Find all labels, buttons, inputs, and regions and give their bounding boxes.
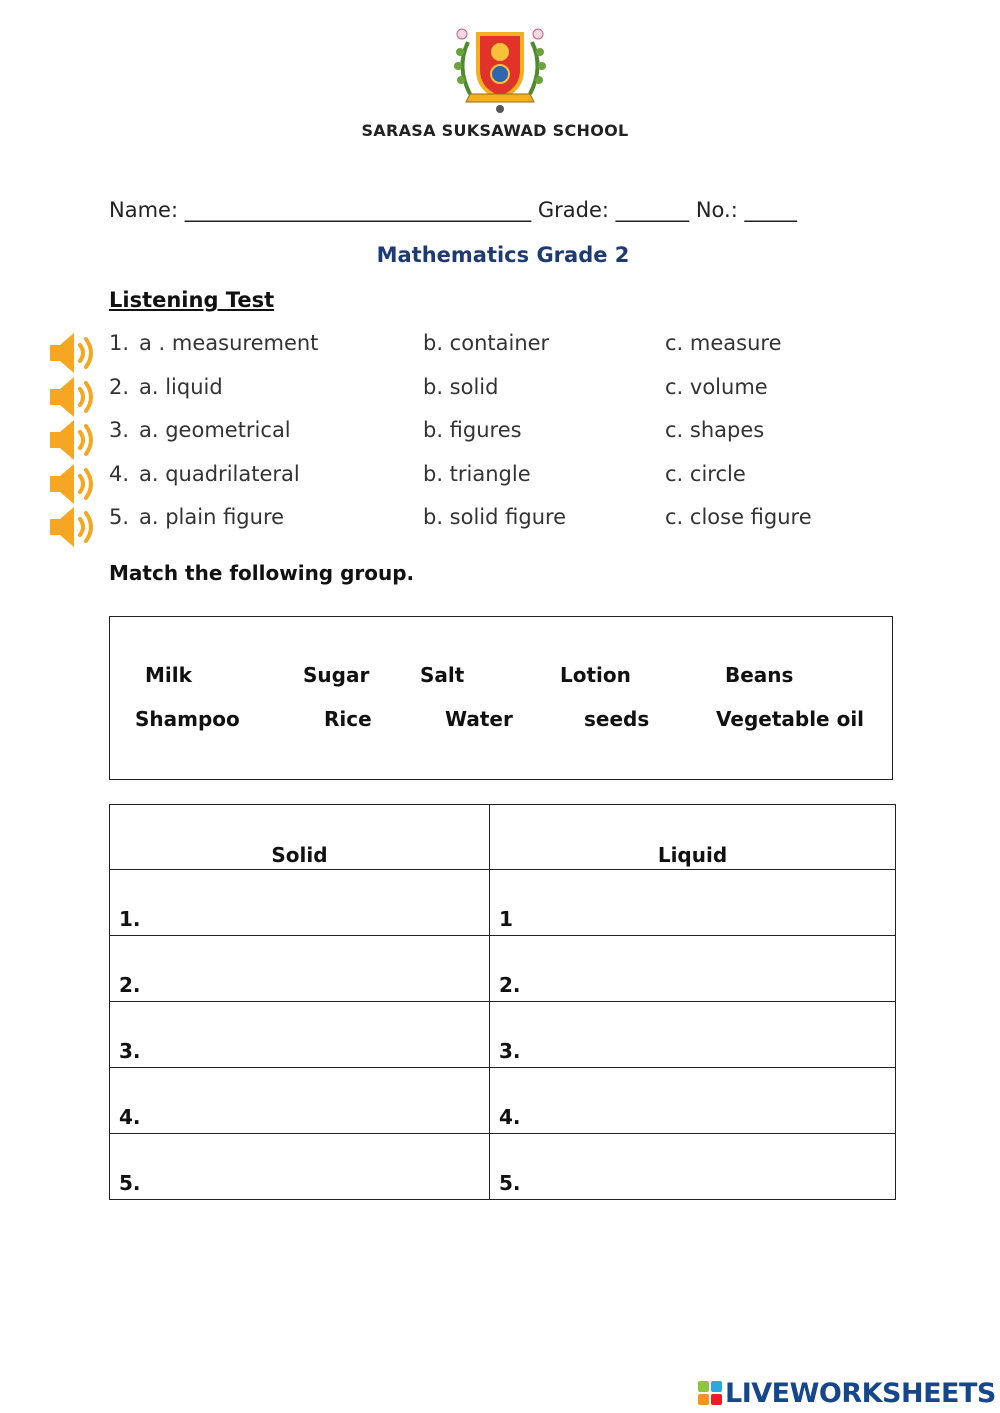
listening-question-row: [0, 462, 1000, 506]
liveworksheets-brand: [698, 1376, 996, 1410]
listening-question-row: [0, 505, 1000, 549]
school-crest-logo: [448, 22, 552, 114]
listening-question-row: [0, 375, 1000, 419]
listening-test-heading: Listening Test: [109, 288, 275, 312]
question-number: 3.: [109, 418, 130, 442]
match-instruction: Match the following group.: [109, 561, 415, 585]
option-b[interactable]: b. solid figure: [423, 505, 567, 529]
liveworksheets-logo-icon: [698, 1381, 722, 1405]
option-c[interactable]: c. measure: [665, 331, 782, 355]
option-c[interactable]: c. circle: [665, 461, 746, 486]
word-bank-item[interactable]: seeds: [584, 707, 650, 731]
word-bank-item[interactable]: Shampoo: [135, 707, 240, 731]
option-c[interactable]: c. close figure: [665, 505, 812, 529]
liquid-answer-cell[interactable]: 3.: [490, 1002, 896, 1068]
question-number: 2.: [109, 374, 130, 399]
liquid-answer-cell[interactable]: 4.: [490, 1068, 896, 1134]
question-number: 4.: [109, 461, 130, 486]
liquid-column-header: Liquid: [490, 805, 896, 870]
table-row: [110, 1002, 896, 1068]
speaker-icon[interactable]: [48, 331, 102, 375]
option-a[interactable]: a . measurement: [139, 331, 319, 355]
solid-answer-cell[interactable]: 3.: [110, 1002, 490, 1068]
student-info-line: Name: _________________________________ Grade: _______ No.: _____: [109, 198, 797, 222]
liquid-answer-cell[interactable]: 1: [490, 870, 896, 936]
table-row: [110, 1134, 896, 1200]
option-a[interactable]: a. liquid: [139, 374, 223, 399]
option-b[interactable]: b. container: [423, 331, 550, 355]
brand-text: LIVEWORKSHEETS: [725, 1377, 996, 1409]
solid-column-header: Solid: [110, 805, 490, 870]
option-b[interactable]: b. solid: [423, 374, 499, 399]
solid-answer-cell[interactable]: 1.: [110, 870, 490, 936]
question-number: 5.: [109, 505, 130, 529]
word-bank-item[interactable]: Milk: [145, 663, 192, 687]
option-a[interactable]: a. quadrilateral: [139, 461, 300, 486]
liquid-answer-cell[interactable]: 5.: [490, 1134, 896, 1200]
word-bank-item[interactable]: Beans: [725, 663, 794, 687]
speaker-icon[interactable]: [48, 375, 102, 419]
speaker-icon[interactable]: [48, 505, 102, 549]
solid-answer-cell[interactable]: 4.: [110, 1068, 490, 1134]
speaker-icon[interactable]: [48, 462, 102, 506]
word-bank-box: [109, 616, 893, 780]
speaker-icon[interactable]: [48, 418, 102, 462]
word-bank-item[interactable]: Salt: [420, 663, 465, 687]
table-row: [110, 1068, 896, 1134]
word-bank-item[interactable]: Rice: [324, 707, 372, 731]
option-b[interactable]: b. triangle: [423, 461, 531, 486]
solid-answer-cell[interactable]: 2.: [110, 936, 490, 1002]
listening-question-row: [0, 331, 1000, 375]
table-row: [110, 936, 896, 1002]
option-c[interactable]: c. volume: [665, 374, 768, 399]
option-c[interactable]: c. shapes: [665, 418, 765, 442]
option-b[interactable]: b. figures: [423, 418, 522, 442]
solid-liquid-table: [109, 804, 896, 1200]
word-bank-item[interactable]: Vegetable oil: [716, 707, 865, 731]
option-a[interactable]: a. plain figure: [139, 505, 285, 529]
liquid-answer-cell[interactable]: 2.: [490, 936, 896, 1002]
subject-title: Mathematics Grade 2: [376, 243, 630, 267]
word-bank-item[interactable]: Water: [445, 707, 513, 731]
listening-question-row: [0, 418, 1000, 462]
word-bank-item[interactable]: Sugar: [303, 663, 370, 687]
word-bank-item[interactable]: Lotion: [560, 663, 631, 687]
table-row: [110, 870, 896, 936]
school-name: SARASA SUKSAWAD SCHOOL: [361, 121, 629, 140]
solid-answer-cell[interactable]: 5.: [110, 1134, 490, 1200]
option-a[interactable]: a. geometrical: [139, 418, 291, 442]
question-number: 1.: [109, 331, 130, 355]
table-header-row: [110, 805, 896, 870]
